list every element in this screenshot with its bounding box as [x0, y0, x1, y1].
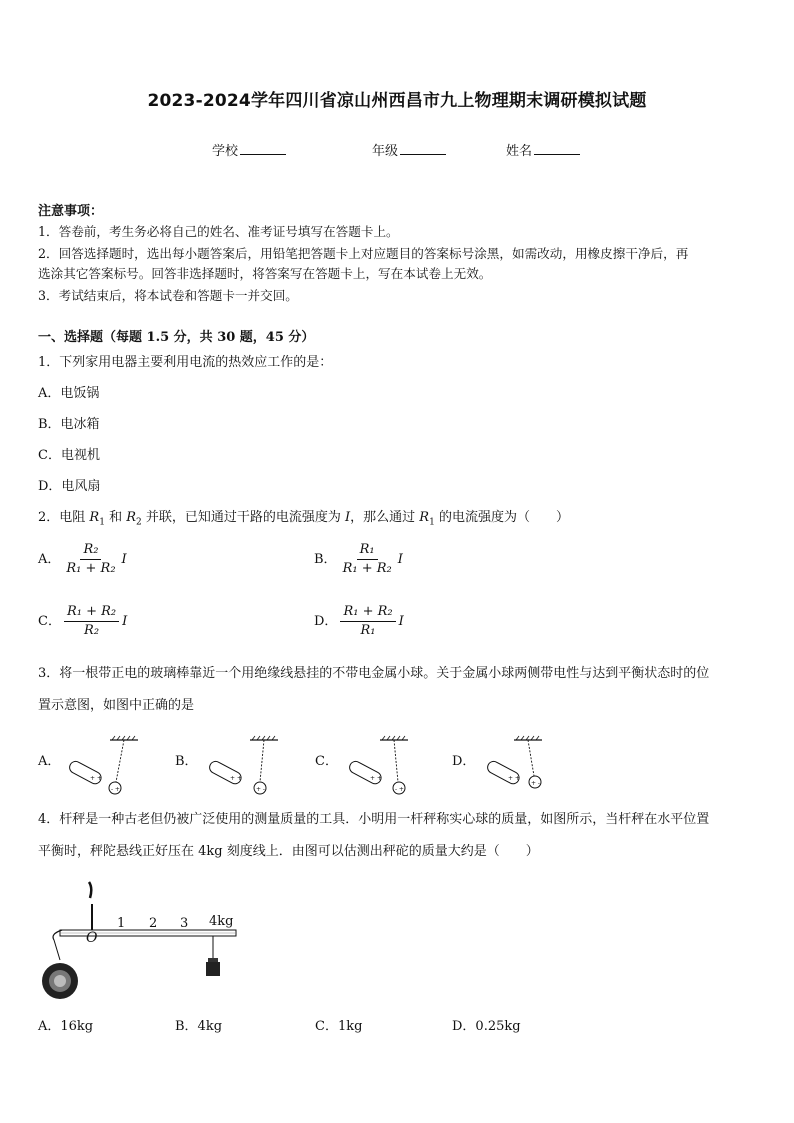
pendulum-figure-c — [346, 736, 426, 800]
scale-tick-label: 3 — [180, 916, 189, 931]
q3-option-a[interactable]: A． — [38, 754, 61, 769]
section-heading: 一、选择题（每题 1.5 分，共 30 题，45 分） — [38, 330, 315, 345]
q1-option-d[interactable]: D．电风扇 — [38, 479, 101, 494]
pendulum-figure-a — [66, 736, 146, 800]
scale-tick-label: 1 — [117, 916, 126, 931]
svg-text:+ +: + + — [370, 775, 382, 782]
svg-text:+ -: + - — [531, 780, 540, 787]
fraction: $\frac{\text{R₁}}{\text{R₁ + R₂}}$ — [342, 542, 392, 576]
q4-option-a[interactable]: A．16kg — [38, 1019, 94, 1034]
svg-text:- +: - + — [395, 786, 404, 793]
q2-option-c[interactable]: C． $\frac{\text{R₁ + R₂}}{\text{R₂}}$ I — [38, 604, 128, 638]
scale-origin-label: O — [86, 930, 98, 946]
name-label: 姓名 — [506, 144, 533, 159]
q2-option-d[interactable]: D． $\frac{\text{R₁ + R₂}}{\text{R₁}}$ I — [314, 604, 404, 638]
scale-tick-label: 4kg — [209, 914, 234, 929]
q3-option-b[interactable]: B． — [175, 754, 198, 769]
svg-text:+ +: + + — [230, 775, 242, 782]
fraction: $\frac{\text{R₂}}{\text{R₁ + R₂}}$ — [66, 542, 116, 576]
pendulum-figure-b — [206, 736, 286, 800]
svg-text:+ +: + + — [90, 775, 102, 782]
q4-option-d[interactable]: D．0.25kg — [452, 1019, 521, 1034]
pendulum-figure-d — [484, 736, 564, 800]
scale-tick-label: 2 — [149, 916, 158, 931]
school-field[interactable] — [212, 140, 286, 159]
q3-option-d[interactable]: D． — [452, 754, 476, 769]
school-label: 学校 — [212, 144, 239, 159]
question-3-stem-line2: 置示意图，如图中正确的是 — [38, 698, 195, 713]
notice-item: 3．考试结束后，将本试卷和答题卡一并交回。 — [38, 288, 298, 303]
page-title: 2023-2024学年四川省凉山州西昌市九上物理期末调研模拟试题 — [147, 91, 647, 111]
question-4-stem-line2: 平衡时，秤陀悬线正好压在 4kg 刻度线上．由图可以估测出秤砣的质量大约是（ ） — [38, 844, 539, 859]
svg-text:- +: - + — [111, 786, 120, 793]
notice-heading: 注意事项： — [38, 204, 104, 219]
grade-field[interactable] — [372, 140, 446, 159]
q1-option-b[interactable]: B．电冰箱 — [38, 417, 100, 432]
notice-item: 2．回答选择题时，选出每小题答案后，用铅笔把答题卡上对应题目的答案标号涂黑，如需改动，用橡皮擦干净后，再 — [38, 246, 689, 261]
svg-text:+ +: + + — [508, 775, 520, 782]
q1-option-a[interactable]: A．电饭锅 — [38, 386, 100, 401]
svg-text:+ -: + - — [256, 786, 265, 793]
fraction: $\frac{\text{R₁ + R₂}}{\text{R₁}}$ — [340, 604, 395, 639]
grade-label: 年级 — [372, 144, 399, 159]
q2-option-b[interactable]: B． $\frac{\text{R₁}}{\text{R₁ + R₂}}$ I — [314, 542, 403, 576]
question-2-stem: 2．电阻 $R_1$ 和 $R_2$ 并联，已知通过干路的电流强度为 I，那么通过 $R_1$ 的电流强度为（ ） — [38, 510, 569, 528]
notice-item: 1．答卷前，考生务必将自己的姓名、准考证号填写在答题卡上。 — [38, 224, 399, 239]
question-3-stem-line1: 3．将一根带正电的玻璃棒靠近一个用绝缘线悬挂的不带电金属小球。关于金属小球两侧带电性与达到平衡状态时的位 — [38, 666, 710, 681]
q1-option-c[interactable]: C．电视机 — [38, 448, 100, 463]
q2-option-a[interactable]: A． $\frac{\text{R₂}}{\text{R₁ + R₂}}$ I — [38, 542, 127, 576]
q3-option-c[interactable]: C． — [315, 754, 338, 769]
notice-item: 选涂其它答案标号。回答非选择题时，将答案写在答题卡上，写在本试卷上无效。 — [38, 266, 492, 281]
question-1-stem: 1．下列家用电器主要利用电流的热效应工作的是： — [38, 355, 333, 370]
q4-option-b[interactable]: B．4kg — [175, 1019, 223, 1034]
question-4-stem-line1: 4．杆秤是一种古老但仍被广泛使用的测量质量的工具．小明用一杆秤称实心球的质量，如图所示，当杆秤在水平位置 — [38, 812, 710, 827]
steelyard-figure — [40, 878, 250, 1006]
fraction: $\frac{\text{R₁ + R₂}}{\text{R₂}}$ — [64, 604, 119, 639]
name-field[interactable] — [506, 140, 580, 159]
q4-option-c[interactable]: C．1kg — [315, 1019, 363, 1034]
